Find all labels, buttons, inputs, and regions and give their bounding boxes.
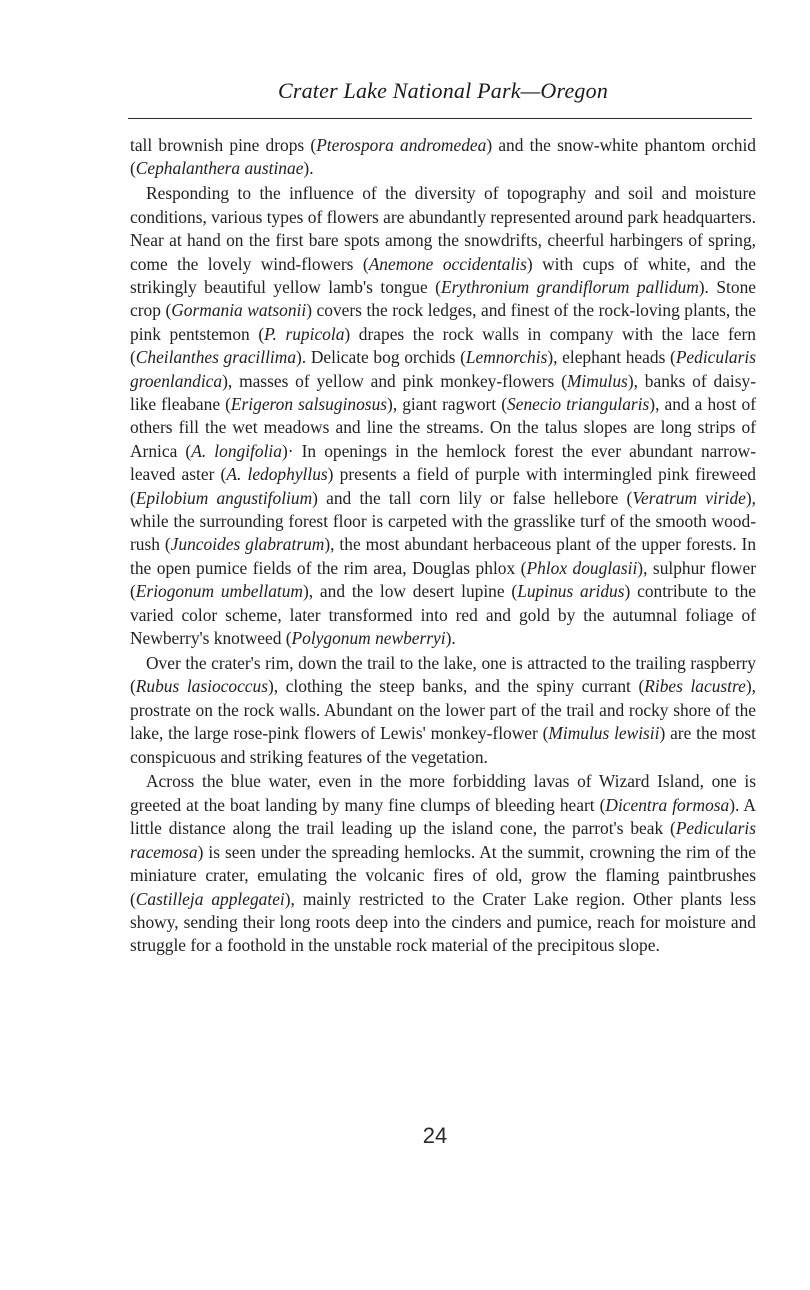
species-name: Phlox douglasii (526, 557, 638, 578)
text-run: ) are the most conspicuous and striking features of the vegetation. (130, 723, 756, 767)
text-run: ), while the surrounding forest floor is carpeted with the grasslike turf of the smooth wood-rush ( (130, 487, 756, 555)
text-run: ). Delicate bog orchids ( (296, 347, 466, 368)
species-name: Lemnorchis (465, 347, 548, 368)
text-run: Responding to the influence of the diversity of topography and soil and moisture conditions, various types of flowers are abundantly represented around park headquarters. Near at hand on the first bare spots among the snowdrifts, cheerful harbingers of spring, come the lovely wind-flowers ( (130, 183, 756, 274)
species-name: Dicentra formosa (605, 794, 730, 815)
text-run: ), and a host of others fill the wet meadows and line the streams. On the talus slopes are long strips of Arnica ( (130, 393, 756, 461)
text-run: ) presents a field of purple with intermingled pink fireweed ( (130, 464, 756, 508)
header-rule (128, 118, 752, 119)
paragraph (130, 134, 756, 181)
species-name: Senecio triangularis (507, 393, 650, 414)
species-name: Anemone occidentalis (368, 253, 527, 274)
text-run: ), masses of yellow and pink monkey-flowers ( (222, 370, 567, 391)
species-name: Epilobium angustifolium (135, 487, 313, 508)
text-run: Across the blue water, even in the more forbidding lavas of Wizard Island, one is greeted at the boat landing by many fine clumps of bleeding heart ( (130, 771, 756, 815)
species-name: Veratrum viride (632, 487, 746, 508)
text-run: ) with cups of white, and the strikingly beautiful yellow lamb's tongue ( (130, 253, 756, 297)
species-name: Cheilanthes gracillima (135, 347, 297, 368)
text-run: ), sulphur flower ( (130, 557, 756, 602)
text-run: ). A little distance along the trail leading up the island cone, the parrot's beak ( (130, 794, 756, 839)
text-run: ) contribute to the varied color scheme, later transformed into red and gold by the autumnal foliage of Newberry's knotweed ( (130, 581, 756, 649)
text-run: ). (445, 628, 456, 649)
text-run: ). Stone crop ( (130, 276, 756, 321)
species-name: Rubus lasiococcus (135, 676, 268, 697)
species-name: Ribes lacustre (644, 676, 746, 697)
species-name: Lupinus aridus (517, 581, 625, 602)
species-name: P. rupicola (264, 323, 345, 344)
species-name: Erigeron salsuginosus (230, 393, 388, 414)
species-name: Cephalanthera austinae (135, 158, 304, 179)
text-run: ), giant ragwort ( (387, 393, 508, 414)
species-name: Castilleja applegatei (135, 888, 285, 909)
paragraph (130, 182, 756, 650)
text-run: ) and the snow-white phantom orchid ( (130, 135, 756, 179)
species-name: Juncoides glabratrum (170, 534, 325, 555)
species-name: A. ledophyllus (226, 464, 328, 485)
running-head: Crater Lake National Park—Oregon (277, 78, 609, 103)
text-run: )· In openings in the hemlock forest the ever abundant narrow-leaved aster ( (130, 440, 756, 485)
text-run: ). (303, 158, 314, 179)
species-name: Pterospora andromedea (316, 135, 487, 155)
text-run: ), mainly restricted to the Crater Lake region. Other plants less showy, sending their long roots deep into the cinders and pumice, reach for moisture and struggle for a foothold in the unstable rock material of the precipitous slope. (130, 888, 756, 956)
text-run: ) drapes the rock walls in company with the lace fern ( (130, 323, 756, 368)
text-run: ), banks of daisy-like fleabane ( (130, 370, 757, 414)
species-name: A. longifolia (191, 440, 282, 461)
paragraph (130, 652, 756, 769)
text-run: ), clothing the steep banks, and the spiny currant ( (267, 676, 645, 697)
text-run: ), elephant heads ( (547, 347, 676, 368)
text-run: ) is seen under the spreading hemlocks. At the summit, crowning the rim of the miniature crater, emulating the volcanic fires of old, grow the flaming paintbrushes ( (130, 841, 756, 909)
species-name: Erythronium grandiflorum pallidum (440, 276, 699, 297)
species-name: Gormania watsonii (171, 300, 307, 321)
body-text (130, 134, 756, 959)
paragraph (130, 770, 756, 957)
text-run: tall brownish pine drops ( (130, 135, 317, 155)
text-run: ), prostrate on the rock walls. Abundant on the lower part of the trail and rocky shore of the lake, the large rose-pink flowers of Lewis' monkey-flower ( (130, 676, 756, 744)
text-run: ), the most abundant herbaceous plant of the upper forests. In the open pumice fields of the rim area, Douglas phlox ( (130, 534, 757, 578)
species-name: Pedicularis groenlandica (130, 347, 756, 391)
text-run: ) and the tall corn lily or false hellebore ( (312, 487, 633, 508)
species-name: Mimulus lewisii (548, 723, 660, 744)
text-run: ), and the low desert lupine ( (302, 581, 518, 602)
species-name: Pedicularis racemosa (130, 818, 756, 862)
text-run: Over the crater's rim, down the trail to the lake, one is attracted to the trailing raspberry ( (130, 652, 756, 697)
species-name: Mimulus (566, 370, 628, 391)
species-name: Polygonum newberryi (291, 628, 446, 649)
page-number: 24 (422, 1123, 448, 1148)
text-run: ) covers the rock ledges, and finest of the rock-loving plants, the pink pentstemon ( (130, 300, 756, 344)
species-name: Eriogonum umbellatum (135, 581, 303, 602)
